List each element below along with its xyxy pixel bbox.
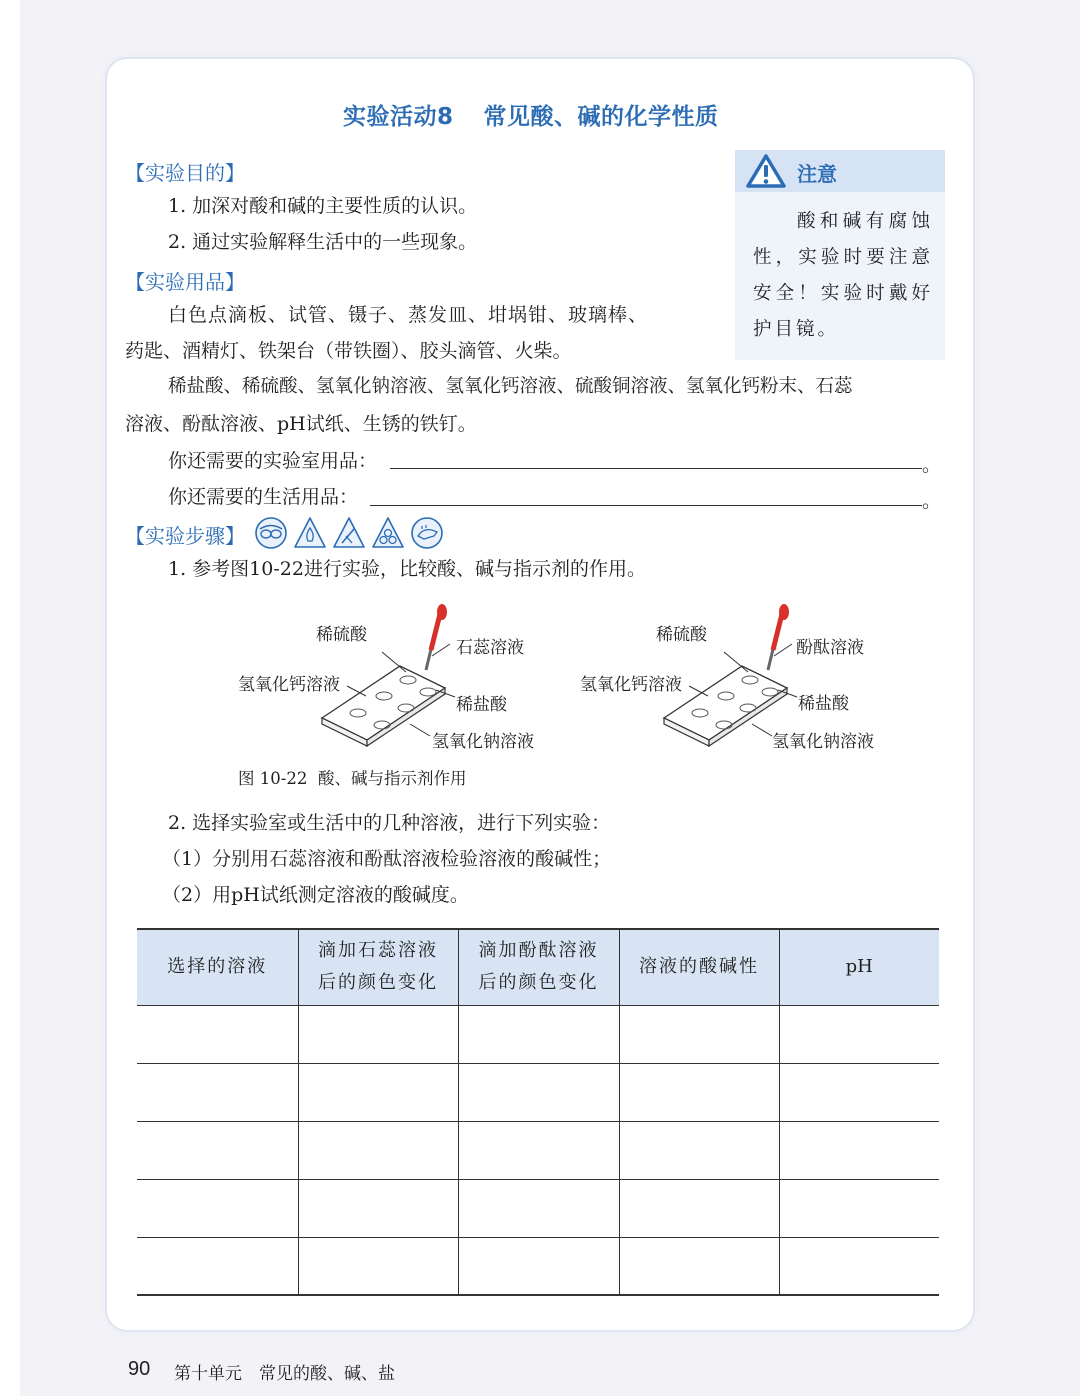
step-2-sub-2: （2）用pH试纸测定溶液的酸碱度。 <box>162 884 469 906</box>
caution-label: 注意 <box>797 162 837 186</box>
steps-heading: 【实验步骤】 <box>125 524 245 548</box>
table-cell[interactable] <box>779 1237 939 1295</box>
heating-icon <box>295 518 325 547</box>
table-cell[interactable] <box>458 1121 619 1179</box>
table-cell[interactable] <box>298 1179 458 1237</box>
table-row <box>137 1121 939 1179</box>
table-row <box>137 1005 939 1063</box>
figure-caption-text: 酸、碱与指示剂作用 <box>318 769 467 788</box>
step-1-text: 1. 参考图10-22进行实验，比较酸、碱与指示剂的作用。 <box>168 558 646 580</box>
table-cell[interactable] <box>458 1179 619 1237</box>
table-cell[interactable] <box>298 1237 458 1295</box>
life-supplies-prompt: 你还需要的生活用品： <box>168 486 359 508</box>
page-number: 90 <box>128 1358 151 1380</box>
activity-name: 常见酸、碱的化学性质 <box>483 104 719 130</box>
lab-supplies-blank[interactable] <box>390 468 922 469</box>
col-header-phenolphthalein: 滴加酚酞溶液 后的颜色变化 <box>458 929 619 1005</box>
fig-right-label-sodium-hydroxide: 氢氧化钠溶液 <box>772 732 874 752</box>
table-cell[interactable] <box>298 1005 458 1063</box>
caution-header <box>735 150 945 192</box>
figure-caption-number: 图 10-22 <box>238 769 308 788</box>
materials-heading: 【实验用品】 <box>125 270 245 294</box>
table-cell[interactable] <box>779 1121 939 1179</box>
table-cell[interactable] <box>619 1179 779 1237</box>
table-header-row <box>137 929 939 1005</box>
materials-line-4: 溶液、酚酞溶液、pH试纸、生锈的铁钉。 <box>125 413 477 435</box>
table-cell[interactable] <box>619 1005 779 1063</box>
table-row <box>137 1237 939 1295</box>
unit-title: 第十单元 常见的酸、碱、盐 <box>174 1364 395 1384</box>
fig-left-label-litmus: 石蕊溶液 <box>456 638 524 658</box>
life-supplies-period: 。 <box>922 490 942 512</box>
hazard-icon <box>373 518 403 547</box>
life-supplies-blank[interactable] <box>370 505 922 506</box>
page-title <box>343 98 719 131</box>
col-header-ph: pH <box>779 929 939 1005</box>
goggles-icon <box>256 518 286 548</box>
col-header-solution: 选择的溶液 <box>137 929 298 1005</box>
table-cell[interactable] <box>137 1063 298 1121</box>
table-cell[interactable] <box>779 1179 939 1237</box>
table-cell[interactable] <box>137 1121 298 1179</box>
fig-left-label-dilute-hydrochloric: 稀盐酸 <box>456 695 507 715</box>
table-cell[interactable] <box>619 1121 779 1179</box>
lab-supplies-period: 。 <box>922 454 942 476</box>
table-cell[interactable] <box>779 1005 939 1063</box>
table-cell[interactable] <box>619 1063 779 1121</box>
lab-supplies-prompt: 你还需要的实验室用品： <box>168 450 378 472</box>
safety-icons <box>254 516 444 554</box>
materials-line-3: 稀盐酸、稀硫酸、氢氧化钠溶液、氢氧化钙溶液、硫酸铜溶液、氢氧化钙粉末、石蕊 <box>168 376 853 397</box>
table-cell[interactable] <box>137 1179 298 1237</box>
caution-box <box>735 150 945 360</box>
results-table <box>137 928 939 1296</box>
page-edge <box>0 0 20 1396</box>
hand-wash-icon <box>412 518 442 548</box>
col-header-acidity: 溶液的酸碱性 <box>619 929 779 1005</box>
fig-left-label-dilute-sulfuric: 稀硫酸 <box>316 625 367 645</box>
materials-line-2: 药匙、酒精灯、铁架台（带铁圈）、胶头滴管、火柴。 <box>125 340 572 362</box>
activity-number: 实验活动8 <box>343 104 454 130</box>
table-cell[interactable] <box>458 1005 619 1063</box>
table-cell[interactable] <box>779 1063 939 1121</box>
fig-left-label-calcium-hydroxide: 氢氧化钙溶液 <box>238 675 340 695</box>
table-row <box>137 1179 939 1237</box>
step-2-text: 2. 选择实验室或生活中的几种溶液，进行下列实验： <box>168 812 611 834</box>
sharp-objects-icon <box>334 518 364 547</box>
table-cell[interactable] <box>298 1121 458 1179</box>
table-cell[interactable] <box>298 1063 458 1121</box>
table-cell[interactable] <box>619 1237 779 1295</box>
materials-line-1: 白色点滴板、试管、镊子、蒸发皿、坩埚钳、玻璃棒、 <box>168 304 649 326</box>
table-cell[interactable] <box>137 1237 298 1295</box>
caution-text: 酸和碱有腐蚀性，实验时要注意安全！实验时戴好护目镜。 <box>753 211 933 340</box>
purpose-item-1: 1. 加深对酸和碱的主要性质的认识。 <box>168 195 478 217</box>
fig-right-label-dilute-hydrochloric: 稀盐酸 <box>798 694 849 714</box>
table-cell[interactable] <box>137 1005 298 1063</box>
fig-right-label-phenolphthalein: 酚酞溶液 <box>796 638 864 658</box>
fig-right-label-dilute-sulfuric: 稀硫酸 <box>656 625 707 645</box>
col-header-litmus: 滴加石蕊溶液 后的颜色变化 <box>298 929 458 1005</box>
fig-right-label-calcium-hydroxide: 氢氧化钙溶液 <box>580 675 682 695</box>
purpose-item-2: 2. 通过实验解释生活中的一些现象。 <box>168 231 478 253</box>
table-cell[interactable] <box>458 1237 619 1295</box>
table-cell[interactable] <box>458 1063 619 1121</box>
table-row <box>137 1063 939 1121</box>
step-2-sub-1: （1）分别用石蕊溶液和酚酞溶液检验溶液的酸碱性； <box>162 848 612 870</box>
warning-icon <box>745 153 787 189</box>
purpose-heading: 【实验目的】 <box>125 161 245 185</box>
fig-left-label-sodium-hydroxide: 氢氧化钠溶液 <box>432 732 534 752</box>
